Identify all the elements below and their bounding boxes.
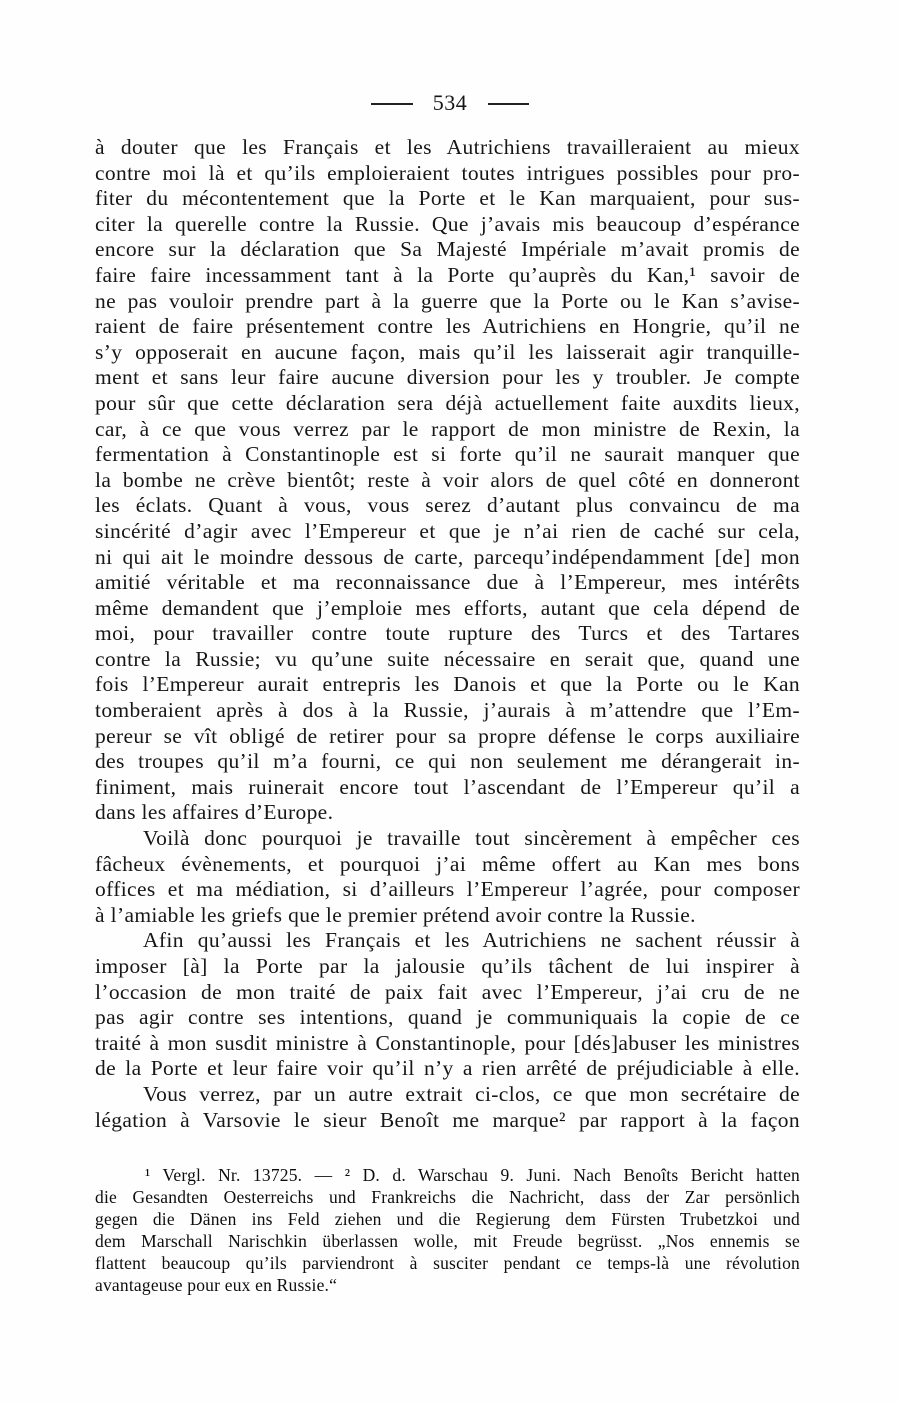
paragraph: [95, 135, 800, 826]
text-line: ment et sans leur faire aucune diversion pour les y troubler. Je compte: [95, 365, 800, 390]
text-line: raient de faire présentement contre les Autrichiens en Hongrie, qu’il ne: [95, 314, 800, 339]
text-line: amitié véritable et ma reconnaissance due à l’Empereur, mes intérêts: [95, 570, 800, 595]
text-line: tomberaient après à dos à la Russie, j’aurais à m’attendre que l’Em-: [95, 698, 800, 723]
text-line: car, à ce que vous verrez par le rapport de mon ministre de Rexin, la: [95, 416, 800, 441]
text-line: contre moi là et qu’ils emploieraient toutes intrigues possibles pour pro-: [95, 160, 800, 185]
text-line: à l’amiable les griefs que le premier prétend avoir contre la Russie.: [95, 902, 696, 927]
text-line: fermentation à Constantinople est si forte qu’il ne saurait manquer que: [95, 442, 800, 467]
text-line: finiment, mais ruinerait encore tout l’ascendant de l’Empereur qu’il a: [95, 774, 800, 799]
text-line: encore sur la déclaration que Sa Majesté Impériale m’avait promis de: [95, 237, 800, 262]
text-line: légation à Varsovie le sieur Benoît me marque² par rapport à la façon: [95, 1107, 800, 1132]
text-line: l’occasion de mon traité de paix fait avec l’Empereur, j’ai cru de ne: [95, 979, 800, 1004]
text-line: traité à mon susdit ministre à Constantinople, pour [dés]abuser les ministres: [95, 1030, 800, 1055]
text-line: fiter du mécontentement que la Porte et le Kan marquaient, pour sus-: [95, 186, 800, 211]
text-line: de la Porte et leur faire voir qu’il n’y a rien arrêté de préjudiciable à elle.: [95, 1056, 800, 1081]
footnote-line: die Gesandten Oesterreichs und Frankreichs die Nachricht, dass der Zar persönlich: [95, 1187, 800, 1207]
text-line: dans les affaires d’Europe.: [95, 800, 334, 825]
text-line: des troupes qu’il m’a fourni, ce qui non seulement me dérangerait in-: [95, 749, 800, 774]
footnote-line: dem Marschall Narischkin überlassen wolle, mit Freude begrüsst. „Nos ennemis se: [95, 1231, 800, 1251]
text-line: contre la Russie; vu qu’une suite nécessaire en serait que, quand une: [95, 646, 800, 671]
text-line: les éclats. Quant à vous, vous serez d’autant plus convaincu de ma: [95, 493, 800, 518]
page-header: [0, 88, 900, 118]
text-line: moi, pour travailler contre toute rupture des Turcs et des Tartares: [95, 621, 800, 646]
paragraph: [95, 826, 800, 928]
text-line: pas agir contre ses intentions, quand je communiquais la copie de ce: [95, 1005, 800, 1030]
text-line: fâcheux évènements, et pourquoi j’ai même offert au Kan mes bons: [95, 851, 800, 876]
text-line: Vous verrez, par un autre extrait ci-clos, ce que mon secrétaire de: [143, 1081, 800, 1106]
footnote-line: ¹ Vergl. Nr. 13725. — ² D. d. Warschau 9. Juni. Nach Benoîts Bericht hatten: [145, 1165, 800, 1185]
header-rule-right: [488, 103, 529, 105]
text-line: ne pas vouloir prendre part à la guerre que la Porte ou le Kan s’avise-: [95, 288, 800, 313]
text-line: la bombe ne crève bientôt; reste à voir alors de quel côté en donneront: [95, 467, 800, 492]
paragraph: [95, 928, 800, 1082]
footnotes: [95, 1164, 800, 1296]
text-line: s’y opposerait en aucune façon, mais qu’il les laisserait agir tranquille-: [95, 339, 800, 364]
paragraph: [95, 1082, 800, 1133]
text-line: pereur se vît obligé de retirer pour sa propre défense le corps auxiliaire: [95, 723, 800, 748]
footnote-line: avantageuse pour eux en Russie.“: [95, 1275, 338, 1295]
body-text: [95, 135, 800, 1133]
text-line: fois l’Empereur aurait entrepris les Danois et que la Porte ou le Kan: [95, 672, 800, 697]
page-number: 534: [432, 90, 468, 115]
text-line: même demandent que j’emploie mes efforts, autant que cela dépend de: [95, 595, 800, 620]
text-line: ni qui ait le moindre dessous de carte, parcequ’indépendamment [de] mon: [95, 544, 800, 569]
text-line: imposer [à] la Porte par la jalousie qu’ils tâchent de lui inspirer à: [95, 954, 800, 978]
text-line: Voilà donc pourquoi je travaille tout sincèrement à empêcher ces: [143, 826, 800, 851]
text-line: pour sûr que cette déclaration sera déjà actuellement faite auxdits lieux,: [95, 390, 800, 415]
text-line: sincérité d’agir avec l’Empereur et que je n’ai rien de caché sur cela,: [95, 518, 800, 543]
footnote-line: gegen die Dänen ins Feld ziehen und die Regierung dem Fürsten Trubetzkoi und: [95, 1209, 800, 1229]
text-line: offices et ma médiation, si d’ailleurs l’Empereur l’agrée, pour composer: [95, 877, 800, 902]
text-line: citer la querelle contre la Russie. Que j’avais mis beaucoup d’espérance: [95, 211, 800, 236]
text-line: faire faire incessamment tant à la Porte qu’auprès du Kan,¹ savoir de: [95, 262, 800, 287]
text-line: à douter que les Français et les Autrichiens travailleraient au mieux: [95, 135, 800, 159]
footnote-line: flattent beaucoup qu’ils parviendront à susciter pendant ce temps-là une révolution: [95, 1253, 800, 1273]
text-line: Afin qu’aussi les Français et les Autrichiens ne sachent réussir à: [143, 928, 800, 953]
header-rule-left: [371, 103, 413, 105]
